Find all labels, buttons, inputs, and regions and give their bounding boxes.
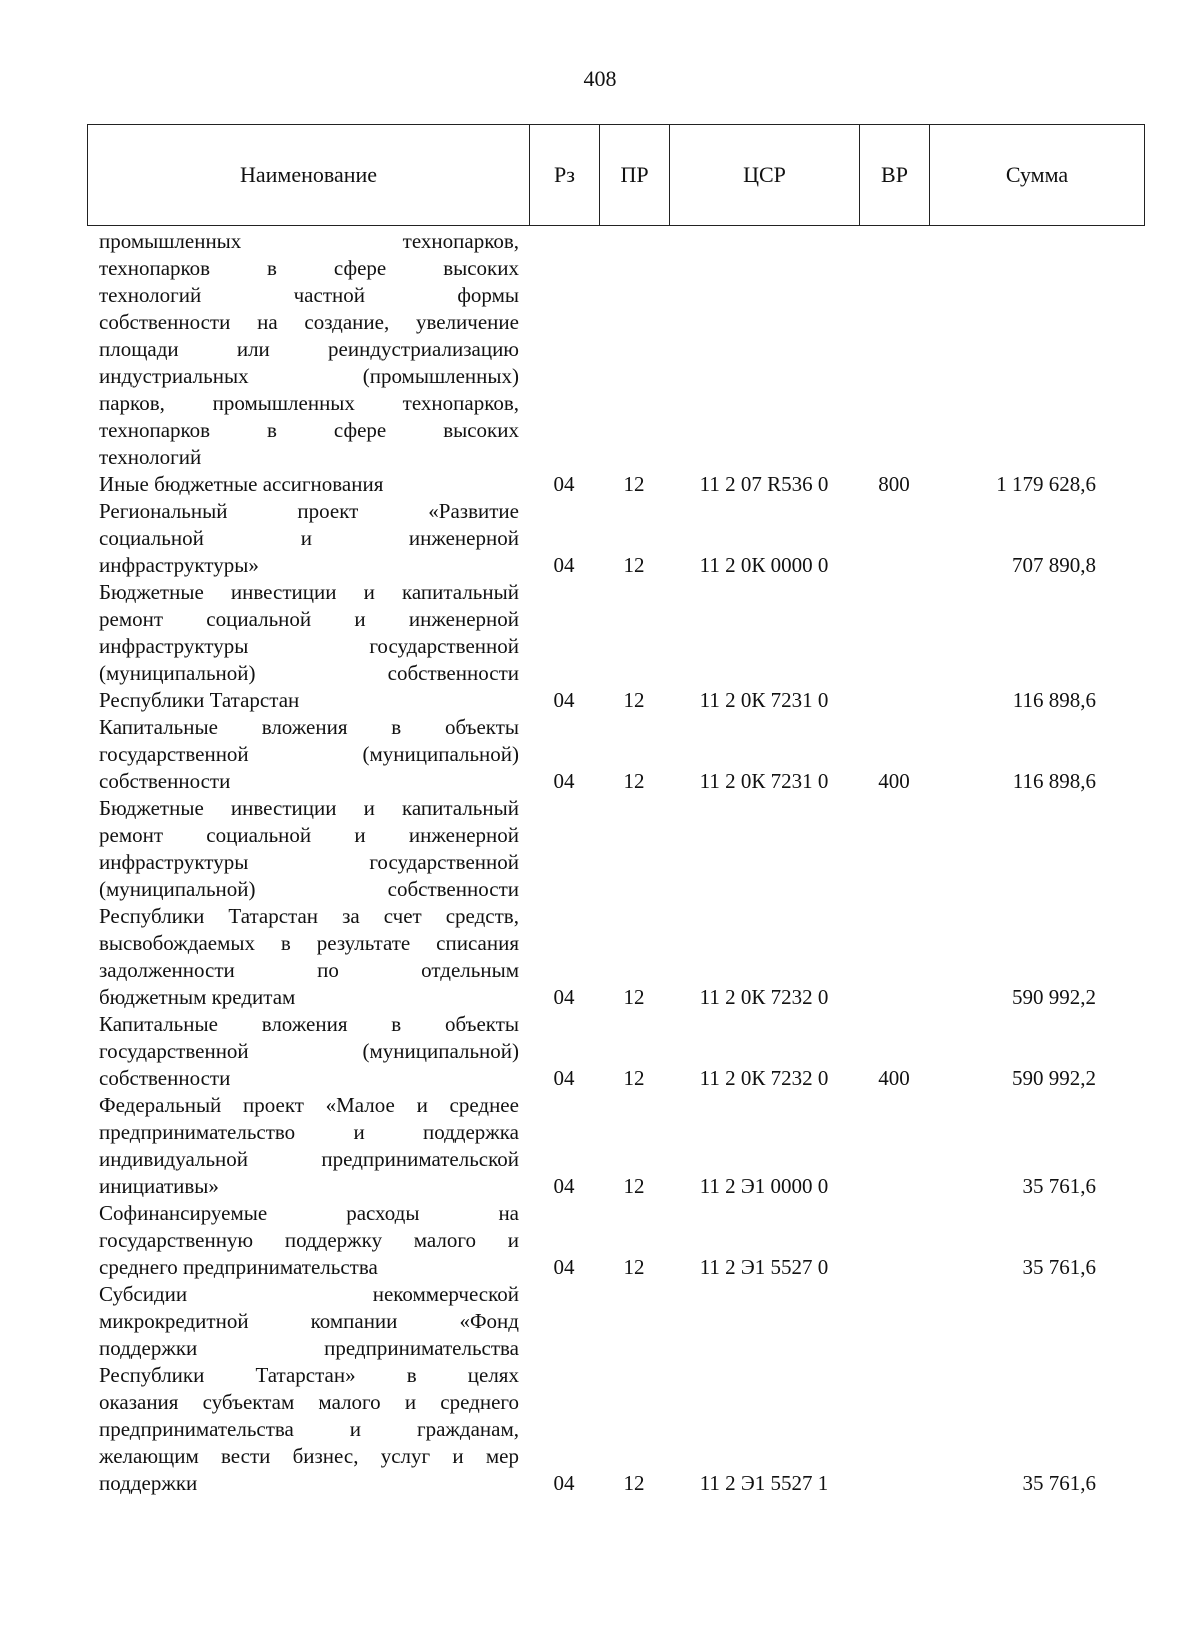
name-word: среднего <box>440 1390 519 1414</box>
name-word: собственности <box>387 661 519 685</box>
row-rz: 04 <box>553 1255 575 1279</box>
row-pr: 12 <box>623 1174 645 1198</box>
name-line <box>99 1362 519 1389</box>
name-text: среднего предпринимательства <box>99 1255 378 1279</box>
name-word: инфраструктуры <box>99 634 249 658</box>
table-row <box>87 795 1144 1011</box>
name-word: Федеральный <box>99 1093 222 1117</box>
name-word: реиндустриализацию <box>328 337 519 361</box>
name-line <box>99 1389 519 1416</box>
row-name <box>87 1092 529 1200</box>
row-pr: 12 <box>623 1066 645 1090</box>
name-word: Республики <box>99 1363 205 1387</box>
name-line <box>99 822 519 849</box>
row-vr <box>859 1281 929 1497</box>
name-word: в <box>391 1012 402 1036</box>
header-pr: ПР <box>600 125 670 226</box>
name-word: ремонт <box>99 607 164 631</box>
name-word: государственной <box>99 742 249 766</box>
name-word: Субсидии <box>99 1282 188 1306</box>
name-line <box>99 849 519 876</box>
name-word: или <box>236 337 270 361</box>
name-word: (муниципальной) <box>362 742 519 766</box>
name-text: инфраструктуры» <box>99 553 259 577</box>
row-sum: 35 761,6 <box>1022 1174 1096 1198</box>
name-word: и <box>353 1120 365 1144</box>
row-csr: 11 2 0К 7232 0 <box>699 985 829 1009</box>
row-pr: 12 <box>623 688 645 712</box>
name-line <box>99 1092 519 1119</box>
row-rz: 04 <box>553 1174 575 1198</box>
name-word: субъектам <box>202 1390 295 1414</box>
name-word: оказания <box>99 1390 179 1414</box>
row-vr <box>859 579 929 714</box>
name-line <box>99 1200 519 1227</box>
name-line <box>99 336 519 363</box>
name-word: предпринимательства <box>324 1336 519 1360</box>
header-sum: Сумма <box>930 125 1145 226</box>
table-row <box>87 228 1144 471</box>
name-line <box>99 1416 519 1443</box>
name-word: Бюджетные <box>99 796 204 820</box>
name-word: капитальный <box>401 580 519 604</box>
name-text: Республики Татарстан <box>99 688 300 712</box>
table-row <box>87 498 1144 579</box>
name-line <box>99 228 519 255</box>
header-csr: ЦСР <box>670 125 860 226</box>
row-sum: 35 761,6 <box>1022 1255 1096 1279</box>
row-name <box>87 1281 529 1497</box>
row-pr: 12 <box>623 1255 645 1279</box>
row-pr: 12 <box>623 985 645 1009</box>
row-sum: 1 179 628,6 <box>996 472 1096 496</box>
name-word: малого <box>318 1390 381 1414</box>
name-line <box>99 1470 519 1497</box>
name-word: в <box>280 931 291 955</box>
name-word: «Малое <box>325 1093 395 1117</box>
name-word: гражданам, <box>416 1417 519 1441</box>
name-word: в <box>267 256 277 280</box>
name-word: и <box>349 1417 362 1441</box>
row-vr <box>859 795 929 1011</box>
row-name <box>87 471 529 498</box>
row-rz: 04 <box>553 472 575 496</box>
name-word: в <box>406 1363 417 1387</box>
header-vr: ВР <box>860 125 930 226</box>
name-word: государственной <box>369 634 519 658</box>
name-word: предпринимательской <box>321 1147 519 1171</box>
row-pr <box>599 228 669 471</box>
name-word: результате <box>316 931 411 955</box>
table-row <box>87 1281 1144 1497</box>
name-word: увеличение <box>415 310 519 334</box>
name-line <box>99 363 519 390</box>
name-line <box>99 552 519 579</box>
name-line <box>99 795 519 822</box>
name-word: (промышленных) <box>362 364 519 388</box>
name-word: технопарков <box>99 256 211 280</box>
name-line <box>99 498 519 525</box>
row-rz: 04 <box>553 553 575 577</box>
row-vr: 400 <box>878 769 910 793</box>
name-line <box>99 1227 519 1254</box>
table-row <box>87 579 1144 714</box>
name-line <box>99 1146 519 1173</box>
name-word: и <box>363 580 375 604</box>
name-word: сфере <box>333 256 387 280</box>
row-rz <box>529 228 599 471</box>
name-word: поддержку <box>284 1228 383 1252</box>
name-word: желающим <box>99 1444 199 1468</box>
name-word: проект <box>243 1093 304 1117</box>
name-line <box>99 525 519 552</box>
name-word: по <box>317 958 339 982</box>
row-csr: 11 2 0К 7232 0 <box>699 1066 829 1090</box>
name-text: бюджетным кредитам <box>99 985 296 1009</box>
row-sum: 707 890,8 <box>1012 553 1096 577</box>
name-text: технологий <box>99 445 202 469</box>
name-word: в <box>391 715 402 739</box>
name-word: собственности <box>387 877 519 901</box>
name-line <box>99 606 519 633</box>
name-word: технопарков, <box>402 229 519 253</box>
name-line <box>99 1173 519 1200</box>
name-line <box>99 1065 519 1092</box>
name-line <box>99 633 519 660</box>
name-line <box>99 1119 519 1146</box>
name-word: высоких <box>443 256 519 280</box>
name-line <box>99 579 519 606</box>
name-word: Татарстан» <box>255 1363 356 1387</box>
name-line <box>99 471 519 498</box>
name-word: высоких <box>443 418 519 442</box>
name-word: средств, <box>445 904 519 928</box>
name-text: собственности <box>99 769 231 793</box>
row-pr: 12 <box>623 472 645 496</box>
name-line <box>99 930 519 957</box>
name-text: собственности <box>99 1066 231 1090</box>
table-row <box>87 714 1144 795</box>
name-word: сфере <box>333 418 387 442</box>
name-word: Капитальные <box>99 1012 218 1036</box>
name-word: бизнес, <box>292 1444 359 1468</box>
name-line <box>99 660 519 687</box>
name-word: государственную <box>99 1228 254 1252</box>
row-name <box>87 498 529 579</box>
name-word: и <box>300 526 312 550</box>
name-word: поддержка <box>422 1120 519 1144</box>
table-row <box>87 471 1144 498</box>
name-line <box>99 768 519 795</box>
name-line <box>99 1254 519 1281</box>
name-word: среднее <box>449 1093 519 1117</box>
name-word: государственной <box>99 1039 249 1063</box>
name-word: расходы <box>346 1201 420 1225</box>
name-word: «Развитие <box>428 499 519 523</box>
table-row <box>87 1092 1144 1200</box>
row-pr: 12 <box>623 1471 645 1495</box>
name-word: предпринимательства <box>99 1417 294 1441</box>
name-line <box>99 1281 519 1308</box>
name-word: и <box>507 1228 519 1252</box>
name-line <box>99 984 519 1011</box>
name-word: счет <box>383 904 422 928</box>
row-sum: 35 761,6 <box>1022 1471 1096 1495</box>
name-word: индустриальных <box>99 364 249 388</box>
name-word: мер <box>485 1444 519 1468</box>
name-line <box>99 741 519 768</box>
row-sum: 116 898,6 <box>1012 769 1096 793</box>
row-csr: 11 2 07 R536 0 <box>699 472 829 496</box>
name-word: промышленных <box>99 229 242 253</box>
name-word: создание, <box>304 310 390 334</box>
name-line <box>99 1308 519 1335</box>
name-word: собственности <box>99 310 231 334</box>
name-text: поддержки <box>99 1471 198 1495</box>
row-name <box>87 714 529 795</box>
name-word: вести <box>220 1444 271 1468</box>
name-word: Региональный <box>99 499 228 523</box>
row-csr: 11 2 Э1 5527 1 <box>699 1471 829 1495</box>
row-rz: 04 <box>553 985 575 1009</box>
table-row <box>87 1200 1144 1281</box>
name-word: целях <box>467 1363 519 1387</box>
row-vr: 400 <box>878 1066 910 1090</box>
name-word: Республики <box>99 904 205 928</box>
row-name <box>87 1011 529 1092</box>
page-number: 408 <box>583 66 617 91</box>
name-word: проект <box>297 499 359 523</box>
table-header <box>87 124 1145 226</box>
row-vr <box>859 228 929 471</box>
row-csr: 11 2 Э1 0000 0 <box>699 1174 829 1198</box>
name-word: объекты <box>444 1012 519 1036</box>
name-word: «Фонд <box>459 1309 519 1333</box>
table-row <box>87 1011 1144 1092</box>
name-word: технопарков, <box>402 391 519 415</box>
name-line <box>99 255 519 282</box>
row-name <box>87 228 529 471</box>
row-sum: 590 992,2 <box>1012 985 1096 1009</box>
row-name <box>87 1200 529 1281</box>
name-line <box>99 1038 519 1065</box>
name-word: и <box>363 796 375 820</box>
row-name <box>87 579 529 714</box>
name-word: социальной <box>206 823 312 847</box>
name-word: инвестиции <box>230 580 337 604</box>
row-rz: 04 <box>553 769 575 793</box>
name-word: парков, <box>99 391 165 415</box>
name-line <box>99 1443 519 1470</box>
name-word: формы <box>457 283 519 307</box>
name-word: инженерной <box>408 526 519 550</box>
name-word: государственной <box>369 850 519 874</box>
name-word: индивидуальной <box>99 1147 248 1171</box>
name-line <box>99 444 519 471</box>
row-rz: 04 <box>553 688 575 712</box>
name-text: инициативы» <box>99 1174 219 1198</box>
name-word: (муниципальной) <box>99 661 256 685</box>
name-line <box>99 903 519 930</box>
name-word: Бюджетные <box>99 580 204 604</box>
name-word: и <box>404 1390 417 1414</box>
name-word: малого <box>413 1228 477 1252</box>
row-csr: 11 2 0К 7231 0 <box>699 769 829 793</box>
name-word: поддержки <box>99 1336 198 1360</box>
name-word: на <box>257 310 278 334</box>
name-word: задолженности <box>99 958 235 982</box>
name-word: услуг <box>380 1444 431 1468</box>
name-word: некоммерческой <box>372 1282 519 1306</box>
name-word: инженерной <box>408 823 519 847</box>
name-word: Капитальные <box>99 715 218 739</box>
row-csr <box>669 228 859 471</box>
table-body <box>87 228 1144 1497</box>
name-word: инженерной <box>408 607 519 631</box>
row-name <box>87 795 529 1011</box>
name-word: ремонт <box>99 823 164 847</box>
row-csr: 11 2 Э1 5527 0 <box>699 1255 829 1279</box>
name-line <box>99 1011 519 1038</box>
name-word: в <box>267 418 277 442</box>
name-word: и <box>354 823 366 847</box>
name-word: Татарстан <box>228 904 319 928</box>
name-word: списания <box>436 931 519 955</box>
name-line <box>99 309 519 336</box>
name-word: технопарков <box>99 418 211 442</box>
name-line <box>99 687 519 714</box>
name-word: и <box>416 1093 428 1117</box>
row-rz: 04 <box>553 1471 575 1495</box>
name-word: вложения <box>261 715 348 739</box>
name-word: высвобождаемых <box>99 931 256 955</box>
row-vr <box>859 1200 929 1281</box>
row-vr <box>859 1092 929 1200</box>
name-word: вложения <box>261 1012 348 1036</box>
row-sum <box>929 228 1144 471</box>
row-sum: 116 898,6 <box>1012 688 1096 712</box>
name-word: объекты <box>444 715 519 739</box>
row-sum: 590 992,2 <box>1012 1066 1096 1090</box>
name-word: за <box>342 904 360 928</box>
row-csr: 11 2 0К 0000 0 <box>699 553 829 577</box>
name-word: площади <box>99 337 179 361</box>
name-word: и <box>452 1444 464 1468</box>
header-name: Наименование <box>88 125 530 226</box>
name-word: микрокредитной <box>99 1309 249 1333</box>
name-line <box>99 876 519 903</box>
name-word: Софинансируемые <box>99 1201 268 1225</box>
name-word: социальной <box>99 526 204 550</box>
name-word: компании <box>310 1309 398 1333</box>
name-line <box>99 1335 519 1362</box>
name-line <box>99 390 519 417</box>
row-csr: 11 2 0К 7231 0 <box>699 688 829 712</box>
name-word: инвестиции <box>230 796 337 820</box>
row-rz: 04 <box>553 1066 575 1090</box>
name-word: технологий <box>99 283 202 307</box>
name-line <box>99 957 519 984</box>
row-pr: 12 <box>623 769 645 793</box>
header-rz: Рз <box>530 125 600 226</box>
name-word: промышленных <box>212 391 355 415</box>
name-word: частной <box>293 283 365 307</box>
row-vr <box>859 498 929 579</box>
name-word: отдельным <box>421 958 519 982</box>
budget-table <box>87 228 1144 1497</box>
name-line <box>99 714 519 741</box>
name-line <box>99 282 519 309</box>
name-word: предпринимательство <box>99 1120 296 1144</box>
name-text: Иные бюджетные ассигнования <box>99 472 384 496</box>
name-word: инфраструктуры <box>99 850 249 874</box>
row-vr: 800 <box>878 472 910 496</box>
name-word: на <box>498 1201 519 1225</box>
name-word: (муниципальной) <box>362 1039 519 1063</box>
name-word: социальной <box>206 607 312 631</box>
name-line <box>99 417 519 444</box>
row-pr: 12 <box>623 553 645 577</box>
name-word: и <box>354 607 366 631</box>
name-word: капитальный <box>401 796 519 820</box>
name-word: (муниципальной) <box>99 877 256 901</box>
